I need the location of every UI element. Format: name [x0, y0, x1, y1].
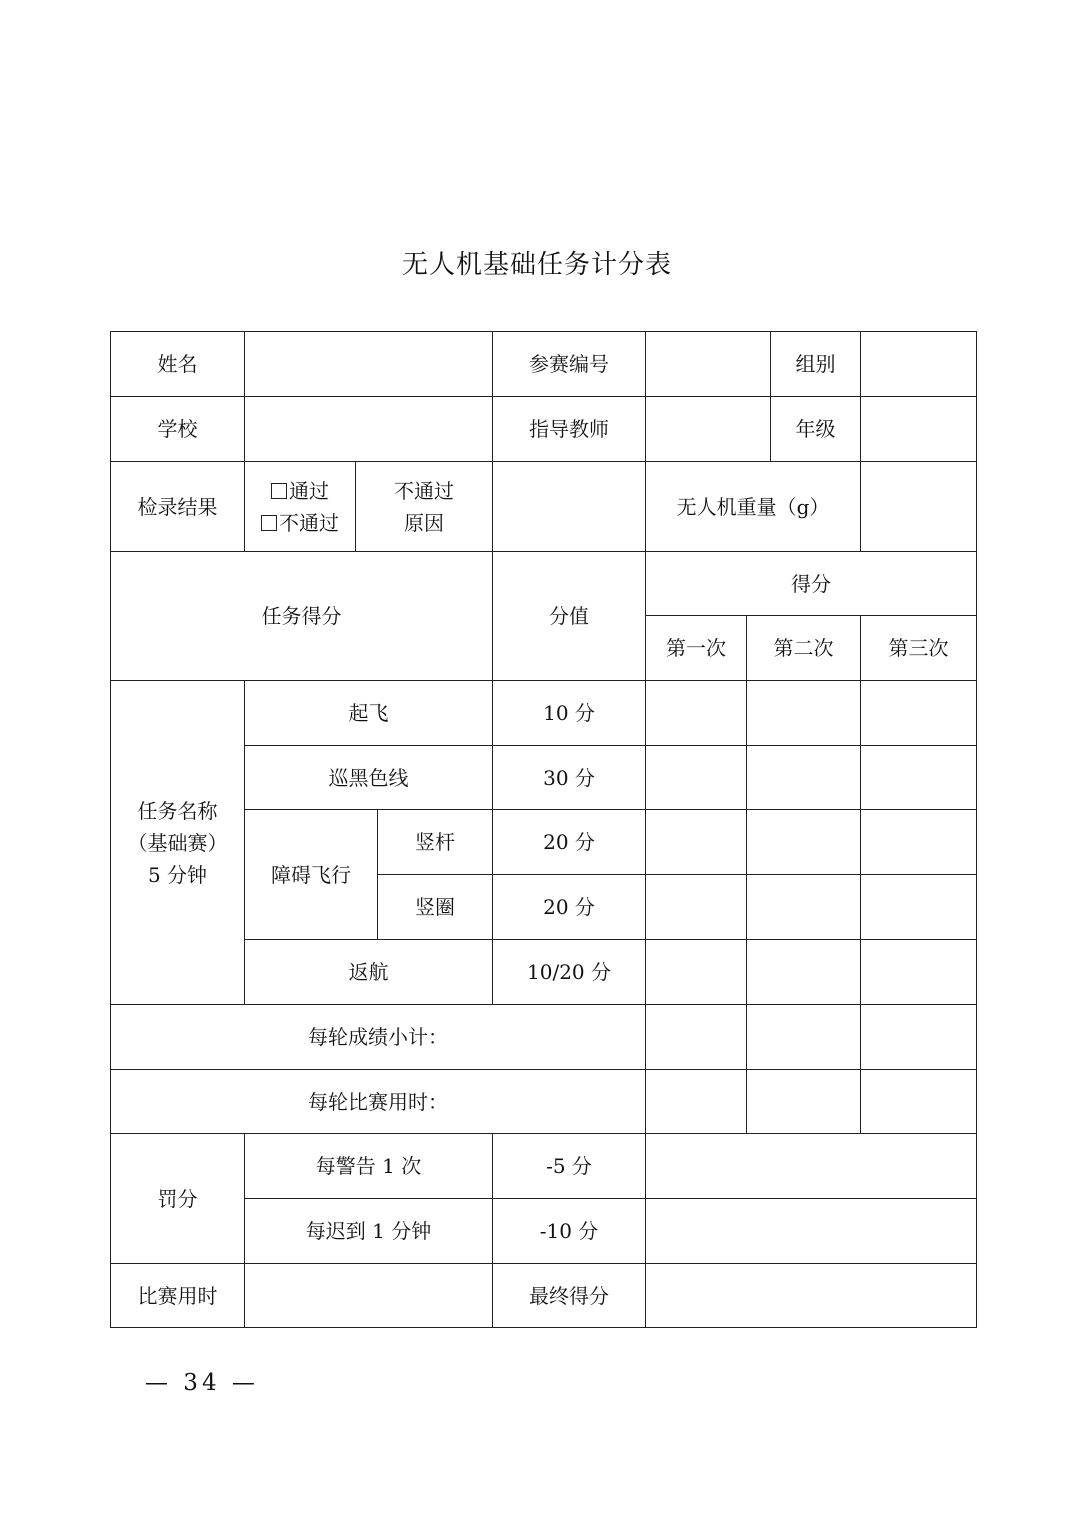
score-cell-round2[interactable] — [747, 746, 861, 810]
score-cell-round1[interactable] — [646, 875, 747, 940]
score-cell-round3[interactable] — [861, 681, 977, 746]
round-time-label: 每轮比赛用时： — [111, 1070, 646, 1134]
task-points: 10 分 — [493, 681, 646, 746]
group-label: 组别 — [771, 332, 861, 397]
fail-reason-field[interactable] — [493, 462, 646, 552]
row-final — [111, 1264, 977, 1328]
page-title: 无人机基础任务计分表 — [401, 250, 672, 280]
score-cell-round2[interactable] — [747, 940, 861, 1005]
pass-option-label: 通过 — [289, 478, 329, 503]
entry-no-label: 参赛编号 — [493, 332, 646, 397]
task-name: 返航 — [245, 940, 493, 1005]
row-penalty-warning — [111, 1134, 977, 1199]
row-subtotal — [111, 1005, 977, 1070]
warning-points: -5 分 — [493, 1134, 646, 1199]
school-field[interactable] — [245, 397, 493, 462]
score-sheet-table — [110, 331, 977, 1328]
row-score-header-top — [111, 552, 977, 616]
final-score-label: 最终得分 — [493, 1264, 646, 1328]
entry-no-field[interactable] — [646, 332, 771, 397]
task-points: 20 分 — [493, 810, 646, 875]
round-time-round1[interactable] — [646, 1070, 747, 1134]
pass-checkbox[interactable] — [271, 483, 287, 499]
score-header: 得分 — [646, 552, 977, 616]
task-name: 起飞 — [245, 681, 493, 746]
check-result-options — [245, 462, 356, 552]
fail-reason-label-line1: 不通过 — [394, 478, 454, 503]
penalty-label: 罚分 — [111, 1134, 245, 1264]
fail-reason-label — [356, 462, 493, 552]
task-group-label — [111, 681, 245, 1005]
late-label: 每迟到 1 分钟 — [245, 1199, 493, 1264]
score-cell-round2[interactable] — [747, 810, 861, 875]
fail-option-label: 不通过 — [279, 510, 339, 535]
task-row-takeoff — [111, 681, 977, 746]
late-penalty-field[interactable] — [646, 1199, 977, 1264]
name-label: 姓名 — [111, 332, 245, 397]
score-cell-round3[interactable] — [861, 810, 977, 875]
round2-header: 第二次 — [747, 616, 861, 681]
page-number: — 34 — — [145, 1370, 259, 1396]
score-cell-round1[interactable] — [646, 940, 747, 1005]
name-field[interactable] — [245, 332, 493, 397]
fail-reason-label-line2: 原因 — [404, 510, 444, 535]
late-points: -10 分 — [493, 1199, 646, 1264]
subtotal-round3[interactable] — [861, 1005, 977, 1070]
task-points: 10/20 分 — [493, 940, 646, 1005]
task-group-line1: 任务名称 — [137, 798, 218, 823]
row-school — [111, 397, 977, 462]
subtotal-label: 每轮成绩小计： — [111, 1005, 646, 1070]
check-result-label: 检录结果 — [111, 462, 245, 552]
fail-checkbox[interactable] — [261, 515, 277, 531]
score-cell-round1[interactable] — [646, 810, 747, 875]
task-group-line2: （基础赛） — [127, 830, 228, 855]
round1-header: 第一次 — [646, 616, 747, 681]
weight-label: 无人机重量（g） — [646, 462, 861, 552]
score-cell-round3[interactable] — [861, 940, 977, 1005]
score-cell-round3[interactable] — [861, 746, 977, 810]
fail-option[interactable] — [245, 507, 355, 539]
warning-label: 每警告 1 次 — [245, 1134, 493, 1199]
weight-field[interactable] — [861, 462, 977, 552]
score-cell-round2[interactable] — [747, 681, 861, 746]
task-name: 巡黑色线 — [245, 746, 493, 810]
teacher-label: 指导教师 — [493, 397, 646, 462]
task-name: 竖杆 — [378, 810, 493, 875]
round-time-round3[interactable] — [861, 1070, 977, 1134]
row-round-time — [111, 1070, 977, 1134]
grade-label: 年级 — [771, 397, 861, 462]
task-score-header: 任务得分 — [111, 552, 493, 681]
grade-field[interactable] — [861, 397, 977, 462]
subtotal-round2[interactable] — [747, 1005, 861, 1070]
score-cell-round1[interactable] — [646, 746, 747, 810]
score-cell-round2[interactable] — [747, 875, 861, 940]
obstacle-flight-label: 障碍飞行 — [245, 810, 378, 940]
round-time-round2[interactable] — [747, 1070, 861, 1134]
warning-penalty-field[interactable] — [646, 1134, 977, 1199]
score-cell-round3[interactable] — [861, 875, 977, 940]
task-name: 竖圈 — [378, 875, 493, 940]
match-time-field[interactable] — [245, 1264, 493, 1328]
match-time-label: 比赛用时 — [111, 1264, 245, 1328]
final-score-field[interactable] — [646, 1264, 977, 1328]
score-cell-round1[interactable] — [646, 681, 747, 746]
row-name — [111, 332, 977, 397]
row-check — [111, 462, 977, 552]
teacher-field[interactable] — [646, 397, 771, 462]
task-points: 20 分 — [493, 875, 646, 940]
round3-header: 第三次 — [861, 616, 977, 681]
task-group-line3: 5 分钟 — [147, 862, 208, 887]
school-label: 学校 — [111, 397, 245, 462]
point-value-header: 分值 — [493, 552, 646, 681]
subtotal-round1[interactable] — [646, 1005, 747, 1070]
group-field[interactable] — [861, 332, 977, 397]
pass-option[interactable] — [245, 475, 355, 507]
task-points: 30 分 — [493, 746, 646, 810]
